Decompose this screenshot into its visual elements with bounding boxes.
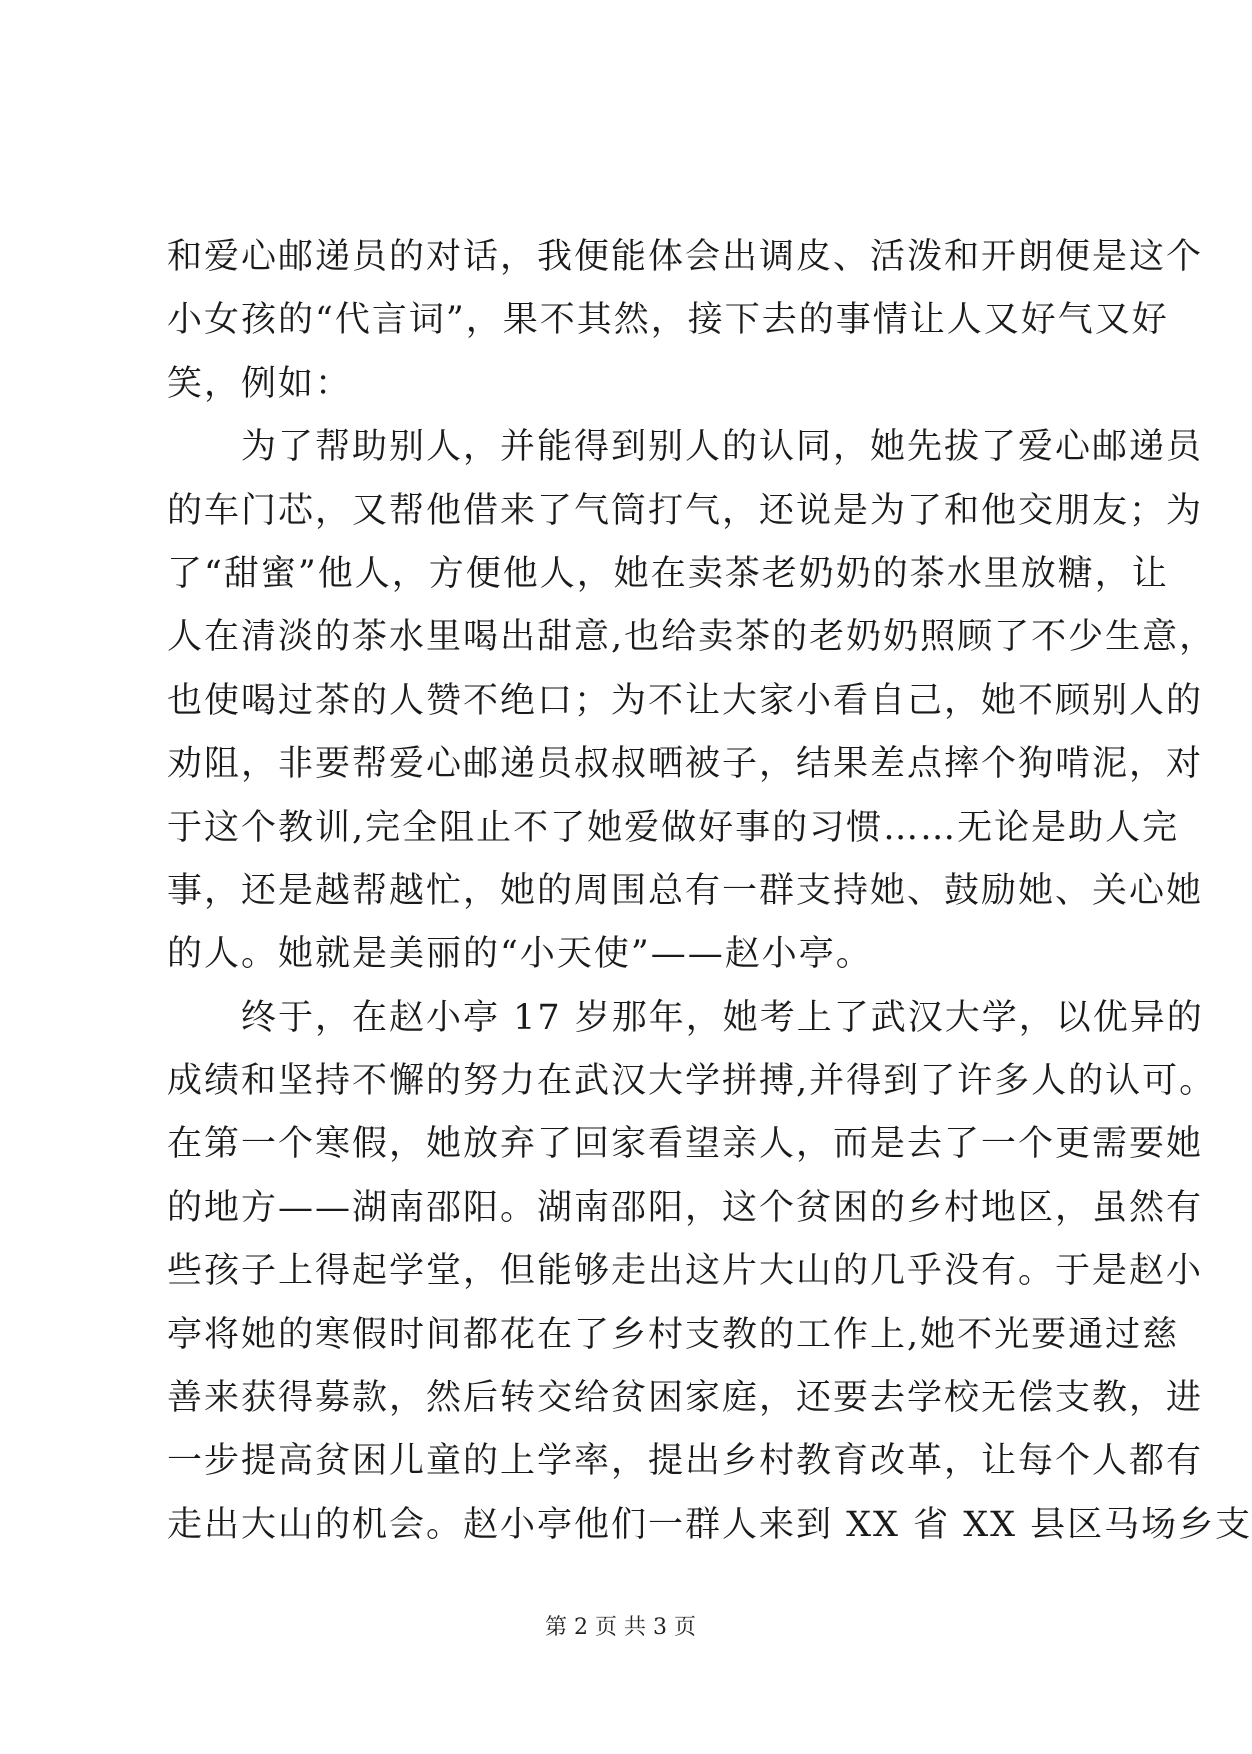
text-line: 走出大山的机会。赵小亭他们一群人来到 XX 省 XX 县区马场乡支 — [167, 1504, 1252, 1545]
text-line: 事，还是越帮越忙，她的周围总有一群支持她、鼓励她、关心她 — [167, 870, 1204, 911]
text-line: 也使喝过茶的人赞不绝口；为不让大家小看自己，她不顾别人的 — [167, 680, 1204, 721]
text-line: 为了帮助别人，并能得到别人的认同，她先拔了爱心邮递员 — [167, 427, 1204, 468]
text-line: 了“甜蜜”他人，方便他人，她在卖茶老奶奶的茶水里放糖，让 — [167, 553, 1169, 594]
text-line: 些孩子上得起学堂，但能够走出这片大山的几乎没有。于是赵小 — [167, 1251, 1204, 1292]
text-line: 在第一个寒假，她放弃了回家看望亲人，而是去了一个更需要她 — [167, 1124, 1204, 1165]
text-line: 和爱心邮递员的对话，我便能体会出调皮、活泼和开朗便是这个 — [167, 237, 1204, 277]
text-line: 小女孩的“代言词”，果不其然，接下去的事情让人又好气又好 — [167, 300, 1169, 341]
text-line: 终于，在赵小亭 17 岁那年，她考上了武汉大学，以优异的 — [167, 997, 1204, 1038]
text-line: 一步提高贫困儿童的上学率，提出乡村教育改革，让每个人都有 — [167, 1441, 1204, 1482]
text-line: 笑，例如： — [167, 363, 353, 404]
text-line: 劝阻，非要帮爱心邮递员叔叔晒被子，结果差点摔个狗啃泥，对 — [167, 744, 1204, 785]
body-text — [167, 226, 1252, 1557]
text-line: 亭将她的寒假时间都花在了乡村支教的工作上,她不光要通过慈 — [167, 1314, 1180, 1355]
page-number-footer: 第 2 页 共 3 页 — [545, 1615, 696, 1640]
text-line: 于这个教训,完全阻止不了她爱做好事的习惯……无论是助人完 — [167, 807, 1180, 848]
text-line: 人在清淡的茶水里喝出甜意,也给卖茶的老奶奶照顾了不少生意， — [167, 617, 1217, 658]
text-line: 成绩和坚持不懈的努力在武汉大学拼搏,并得到了许多人的认可。 — [167, 1061, 1217, 1102]
text-line: 善来获得募款，然后转交给贫困家庭，还要去学校无偿支教，进 — [167, 1378, 1204, 1419]
text-line: 的地方——湖南邵阳。湖南邵阳，这个贫困的乡村地区，虽然有 — [167, 1187, 1204, 1228]
text-line: 的车门芯，又帮他借来了气筒打气，还说是为了和他交朋友；为 — [167, 490, 1204, 531]
text-line: 的人。她就是美丽的“小天使”——赵小亭。 — [167, 934, 873, 975]
